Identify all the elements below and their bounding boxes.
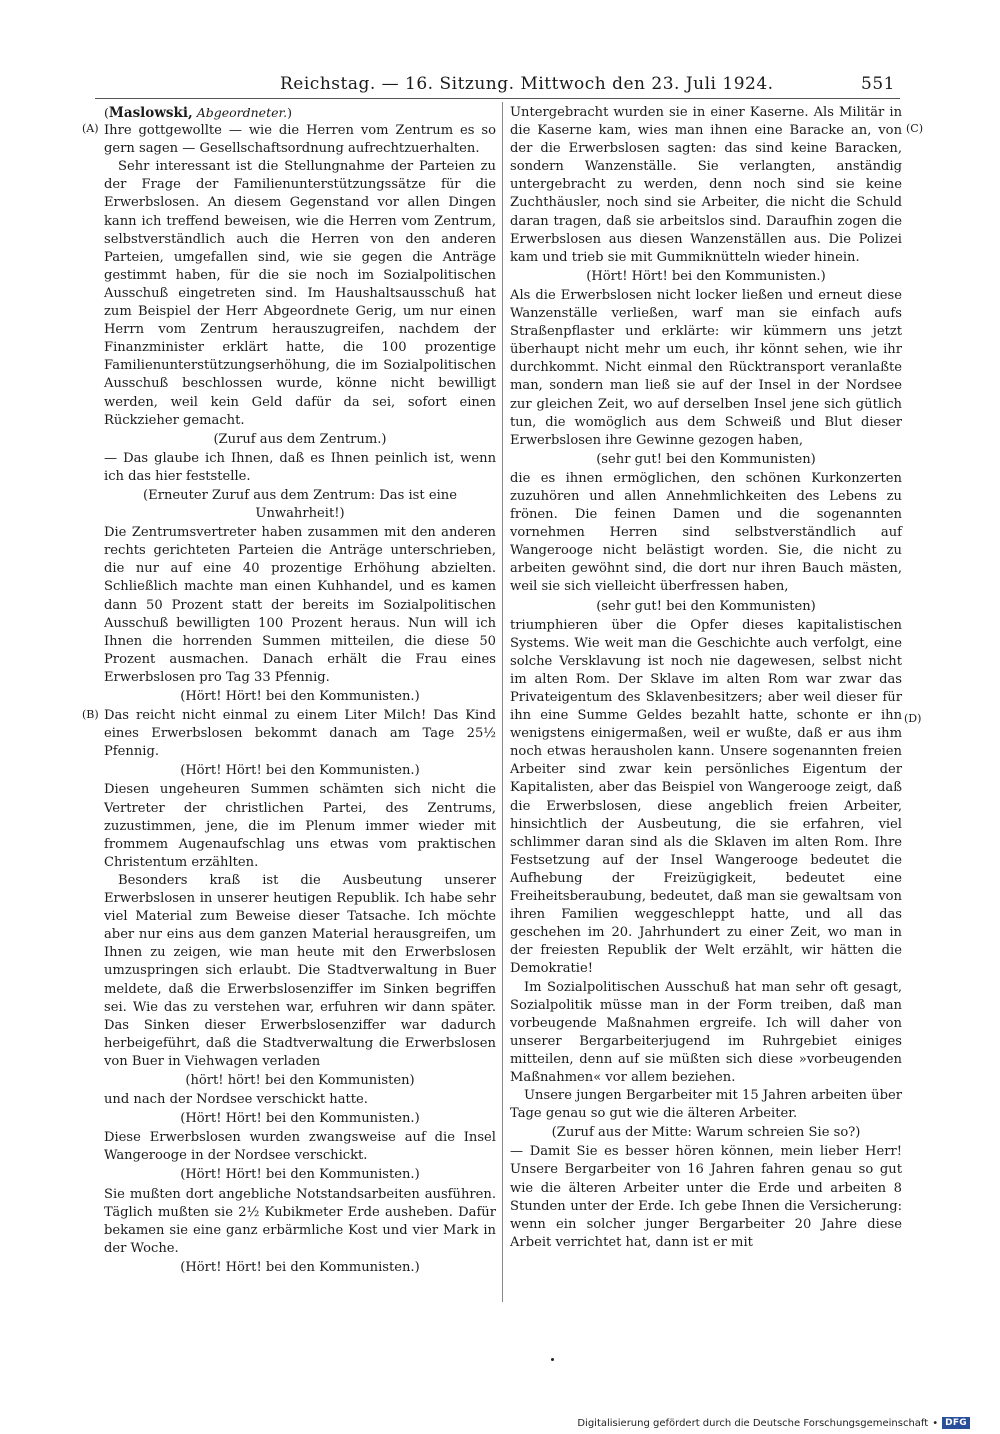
interjection: (sehr gut! bei den Kommunisten) <box>596 598 816 614</box>
interjection: (Hört! Hört! bei den Kommunisten.) <box>180 1259 420 1275</box>
interjection: (Hört! Hört! bei den Kommunisten.) <box>180 1111 420 1127</box>
page-dot <box>551 1358 554 1361</box>
column-divider <box>502 102 503 1302</box>
header-title: Reichstag. — 16. Sitzung. Mittwoch den 23. Juli 1924. <box>280 74 774 94</box>
paragraph: — Das glaube ich Ihnen, daß es Ihnen peinlich ist, wenn ich das hier feststelle. <box>104 450 496 484</box>
footer <box>577 1417 970 1429</box>
speaker-name: Maslowski, <box>108 105 193 121</box>
paragraph: Sie mußten dort angebliche Notstandsarbeiten ausführen. Täglich mußten sie 2½ Kubikmeter Erde ausheben. Dafür bekamen sie eine ganz erbärmliche Kost und vier Mark in der Woche. <box>104 1186 496 1256</box>
left-column-text <box>104 122 496 1277</box>
interjection: (hört! hört! bei den Kommunisten) <box>185 1072 415 1088</box>
interjection: (Hört! Hört! bei den Kommunisten.) <box>586 268 826 284</box>
margin-marker-b: (B) <box>82 708 99 721</box>
paragraph: Das reicht nicht einmal zu einem Liter Milch! Das Kind eines Erwerbslosen bekommt danach am Tage 25½ Pfennig. <box>104 708 496 760</box>
speaker-role: Abgeordneter. <box>196 105 288 120</box>
paragraph: Sehr interessant ist die Stellungnahme der Parteien zu der Frage der Familienunterstützungssätze für die Erwerbslosen. An diesem Gegenstand vor allen Dingen kann ich treffend beweisen, wie die Herren vom Zentrum, selbstverständlich auch die Herren von den anderen Parteien, umgefallen sind, wie sie gegen die Anträge gestimmt haben, für die sie noch im Sozialpolitischen Ausschuß eingetreten sind. Im Haushaltsausschuß hat zum Beispiel der Herr Abgeordnete Gerig, um nur einen Herrn vom Zentrum herauszugreifen, nachdem der Finanzminister erklärt hatte, die 100 prozentige Familienunterstützungserhöhung, die im Sozialpolitischen Ausschuß beschlossen wurde, könne nicht bewilligt werden, weil kein Geld dafür da sei, sofort einen Rückzieher gemacht. <box>104 159 496 428</box>
paragraph: Besonders kraß ist die Ausbeutung unserer Erwerbslosen in unserer heutigen Republik. Ich habe sehr viel Material zum Beweise dieser Tatsache. Ich möchte aber nur eins aus dem ganzen Material herausgreifen, um Ihnen zu zeigen, wie man heute mit den Erwerbslosen umzuspringen sich erlaubt. Die Stadtverwaltung in Buer meldete, daß die Erwerbslosenziffer im Sinken begriffen sei. Wie das zu verstehen war, erfuhren wir dann später. Das Sinken dieser Erwerbslosenziffer war dadurch herbeigeführt, daß die Stadtverwaltung die Erwerbslosen von Buer in Viehwagen verladen <box>104 872 496 1069</box>
paragraph: Diese Erwerbslosen wurden zwangsweise auf die Insel Wangerooge in der Nordsee verschickt. <box>104 1130 496 1164</box>
footer-text: Digitalisierung gefördert durch die Deutsche Forschungsgemeinschaft <box>577 1417 929 1429</box>
interjection: (Zuruf aus dem Zentrum.) <box>213 431 387 447</box>
interjection: (Hört! Hört! bei den Kommunisten.) <box>180 1167 420 1183</box>
paragraph: Unsere jungen Bergarbeiter mit 15 Jahren arbeiten über Tage genau so gut wie die älteren Arbeiter. <box>510 1088 902 1122</box>
paragraph: die es ihnen ermöglichen, den schönen Kurkonzerten zuzuhören und allen Annehmlichkeiten des Lebens zu frönen. Die feinen Damen und die sogenannten vornehmen Herren sind selbstverständlich auf Wangerooge nicht belästigt worden. Sie, die nicht zu arbeiten gewöhnt sind, die dort nur ihren Bauch mästen, weil sie sich vielleicht überfressen haben, <box>510 470 902 595</box>
paragraph: Diesen ungeheuren Summen schämten sich nicht die Vertreter der christlichen Partei, des Zentrums, zuzustimmen, jene, die im Plenum immer wieder mit frommem Augenaufschlag uns etwas vom praktischen Christentum erzählten. <box>104 782 496 870</box>
footer-separator: • <box>932 1417 939 1429</box>
left-column <box>104 104 496 1278</box>
margin-marker-d: (D) <box>904 712 922 725</box>
interjection: (Zuruf aus der Mitte: Warum schreien Sie so?) <box>551 1125 861 1141</box>
margin-marker-a: (A) <box>82 122 99 135</box>
speaker-line: (Maslowski, Abgeordneter.) <box>104 105 292 121</box>
interjection: (Hört! Hört! bei den Kommunisten.) <box>180 763 420 779</box>
paragraph: Als die Erwerbslosen nicht locker ließen und erneut diese Wanzenställe verließen, warf man sie einfach aufs Straßenpflaster und erklärte: wir kümmern uns jetzt überhaupt nicht mehr um euch, ihr könnt sehen, wie ihr durchkommt. Nicht einmal den Rücktransport veranlaßte man, sondern man ließ sie auf der Insel in der Nordsee zur gleichen Zeit, wo auf derselben Insel jene sich gütlich tun, die womöglich aus dem Schweiß und Blut dieser Erwerbslosen ihre Gewinne gezogen haben, <box>510 287 902 448</box>
paragraph: Im Sozialpolitischen Ausschuß hat man sehr oft gesagt, Sozialpolitik müsse man in der Form treiben, daß man vorbeugende Maßnahmen ergreife. Ich will daher von unserer Bergarbeiterjugend im Ruhrgebiet einiges mitteilen, denn auf sie müßten sich diese »vorbeugenden Maßnahmen« vor allem beziehen. <box>510 979 902 1085</box>
header-rule <box>95 98 900 99</box>
dfg-logo: DFG <box>942 1417 970 1429</box>
right-column-text <box>510 104 902 1252</box>
page-number: 551 <box>861 74 895 94</box>
interjection: (Hört! Hört! bei den Kommunisten.) <box>180 689 420 704</box>
paragraph: Ihre gottgewollte — wie die Herren vom Zentrum es so gern sagen — Gesellschaftsordnung aufrechtzuerhalten. <box>104 123 496 157</box>
interjection: (Erneuter Zuruf aus dem Zentrum: Das ist eine Unwahrheit!) <box>143 487 457 522</box>
interjection: (sehr gut! bei den Kommunisten) <box>596 451 816 467</box>
page-header <box>95 74 895 98</box>
paragraph: triumphieren über die Opfer dieses kapitalistischen Systems. Wie weit man die Geschichte auch verfolgt, eine solche Versklavung ist noch nie dagewesen, selbst nicht im alten Rom. Der Sklave im alten Rom war zwar das Privateigentum des Sklavenbesitzers; aber weil dieser für ihn eine Summe Geldes bezahlt hatte, schonte er ihn wenigstens einigermaßen, weil er wußte, daß er aus ihm noch etwas herausholen kann. Unsere sogenannten freien Arbeiter sind zwar kein persönliches Eigentum der Kapitalisten, aber das Beispiel von Wangerooge zeigt, daß die Erwerbslosen, diese angeblich freien Arbeiter, hinsichtlich der Ausbeutung, die sie erfahren, viel schlimmer daran sind als die Sklaven im alten Rom. Ihre Festsetzung auf der Insel Wangerooge bedeutet die Aufhebung der Freizügigkeit, bedeutet eine Freiheitsberaubung, bedeutet, daß man sie gewaltsam von ihren Familien weggeschleppt hatte, und all das geschehen im 20. Jahrhundert zu einer Zeit, wo man in der freiesten Republik der Welt erzählt, wir hätten die Demokratie! <box>510 617 902 977</box>
paragraph: Die Zentrumsvertreter haben zusammen mit den anderen rechts gerichteten Parteien die Anträge unterschrieben, die nur auf eine 40 prozentige Erhöhung abzielten. Schließlich machte man einen Kuhhandel, und es kamen dann 50 Prozent statt der bereits im Sozialpolitischen Ausschuß bewilligten 100 Prozent heraus. Nun will ich Ihnen die horrenden Summen mitteilen, die diese 50 Prozent ausmachen. Danach erhält die Frau eines Erwerbslosen pro Tag 33 Pfennig. <box>104 525 496 685</box>
paragraph: und nach der Nordsee verschickt hatte. <box>104 1092 368 1108</box>
paragraph: Untergebracht wurden sie in einer Kaserne. Als Militär in die Kaserne kam, wies man ihnen eine Baracke an, von der die Erwerbslosen sagten: das sind keine Baracken, sondern Wanzenställe. Sie verlangten, anständig untergebracht zu werden, denn noch sind sie keine Zuchthäusler, noch sind sie Arbeiter, die nicht die Schuld daran tragen, daß sie arbeitslos sind. Daraufhin zogen die Erwerbslosen aus diesen Wanzenställen aus. Die Polizei kam und trieb sie mit Gummiknütteln wieder hinein. <box>510 105 902 265</box>
paragraph: — Damit Sie es besser hören können, mein lieber Herr! Unsere Bergarbeiter von 16 Jahren fahren genau so gut wie die älteren Arbeiter unter die Erde und arbeiten 8 Stunden unter der Erde. Ich gebe Ihnen die Versicherung: wenn ein solcher junger Bergarbeiter 20 Jahre diese Arbeit verrichtet hat, dann ist er mit <box>510 1144 902 1250</box>
margin-marker-c: (C) <box>906 122 923 135</box>
right-column <box>510 104 902 1252</box>
